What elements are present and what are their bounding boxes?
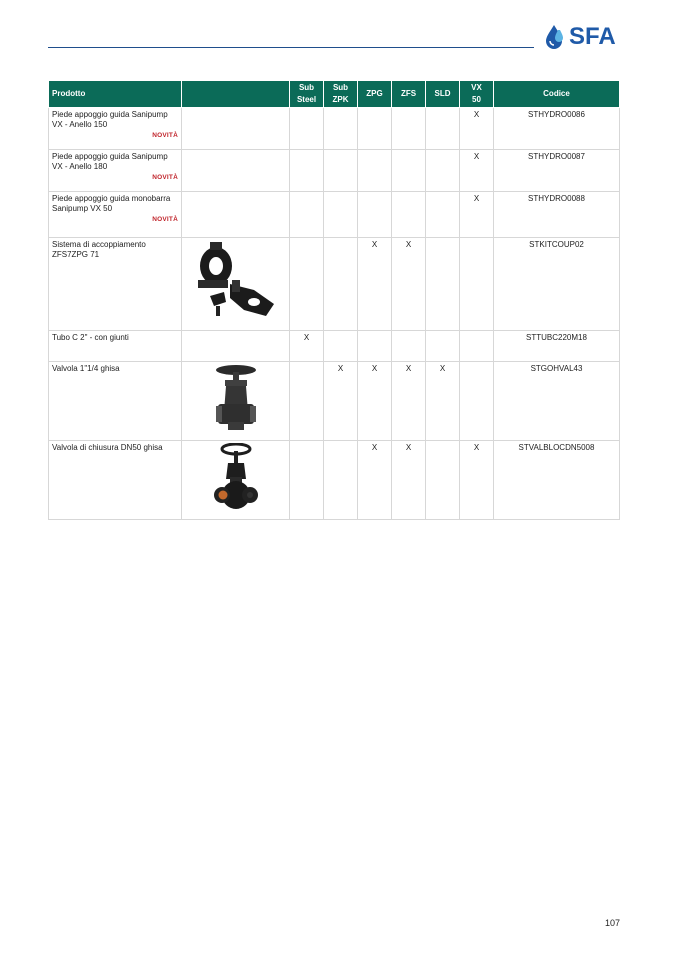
mark-sub-zpk	[324, 331, 358, 362]
product-image-cell	[182, 331, 290, 362]
table-row	[49, 150, 620, 192]
novita-badge: NOVITÀ	[152, 174, 178, 181]
mark-zfs	[392, 150, 426, 192]
mark-zpg	[358, 150, 392, 192]
mark-vx50: X	[460, 150, 494, 192]
header-rule	[48, 47, 534, 48]
product-name-cell: Sistema di accoppiamento ZFS7ZPG 71	[49, 238, 182, 331]
product-name-cell: Piede appoggio guida Sanipump VX - Anello 180 NOVITÀ	[49, 150, 182, 192]
mark-sld	[426, 331, 460, 362]
product-image-cell	[182, 108, 290, 150]
product-name-cell: Piede appoggio guida monobarra Sanipump VX 50 NOVITÀ	[49, 192, 182, 238]
mark-sub-zpk: X	[324, 362, 358, 441]
header-sld: SLD	[426, 81, 460, 108]
mark-sub-steel: X	[290, 331, 324, 362]
table-row	[49, 362, 620, 441]
mark-zpg: X	[358, 441, 392, 520]
table-row	[49, 331, 620, 362]
mark-sub-steel	[290, 150, 324, 192]
mark-zfs: X	[392, 441, 426, 520]
product-name-cell: Valvola 1"1/4 ghisa	[49, 362, 182, 441]
mark-vx50	[460, 238, 494, 331]
header-zfs: ZFS	[392, 81, 426, 108]
product-table	[48, 80, 620, 520]
coupling-system-image	[194, 240, 278, 320]
table-row	[49, 108, 620, 150]
product-code: STGOHVAL43	[494, 362, 620, 441]
product-image-cell	[182, 441, 290, 520]
novita-badge: NOVITÀ	[152, 216, 178, 223]
drop-logo-icon	[545, 24, 567, 50]
mark-zfs: X	[392, 238, 426, 331]
mark-zpg	[358, 108, 392, 150]
mark-sub-steel	[290, 238, 324, 331]
mark-sub-steel	[290, 441, 324, 520]
mark-zfs	[392, 331, 426, 362]
header-codice: Codice	[494, 81, 620, 108]
mark-zpg	[358, 192, 392, 238]
product-code: STVALBLOCDN5008	[494, 441, 620, 520]
header-sub-zpk: Sub ZPK	[324, 81, 358, 108]
product-code: STHYDRO0086	[494, 108, 620, 150]
header-image	[182, 81, 290, 108]
table-row	[49, 441, 620, 520]
mark-vx50: X	[460, 108, 494, 150]
mark-zpg	[358, 331, 392, 362]
novita-badge: NOVITÀ	[152, 132, 178, 139]
mark-vx50	[460, 362, 494, 441]
mark-zfs	[392, 192, 426, 238]
mark-sub-zpk	[324, 238, 358, 331]
product-image-cell	[182, 192, 290, 238]
table-row	[49, 238, 620, 331]
mark-sub-steel	[290, 192, 324, 238]
flanged-valve-image	[214, 443, 258, 513]
mark-sld	[426, 441, 460, 520]
mark-sld	[426, 192, 460, 238]
product-name-cell: Tubo C 2" - con giunti	[49, 331, 182, 362]
mark-zfs: X	[392, 362, 426, 441]
mark-vx50: X	[460, 192, 494, 238]
product-name-cell: Valvola di chiusura DN50 ghisa	[49, 441, 182, 520]
mark-zfs	[392, 108, 426, 150]
product-code: STHYDRO0088	[494, 192, 620, 238]
product-image-cell	[182, 238, 290, 331]
mark-sld	[426, 108, 460, 150]
table-row	[49, 192, 620, 238]
product-code: STKITCOUP02	[494, 238, 620, 331]
table-header-row	[49, 81, 620, 108]
mark-sub-zpk	[324, 441, 358, 520]
brand-name: SFA	[569, 23, 616, 50]
brand-logo	[545, 24, 616, 50]
header-prodotto: Prodotto	[49, 81, 182, 108]
page-number: 107	[604, 918, 620, 928]
mark-sld: X	[426, 362, 460, 441]
mark-sld	[426, 150, 460, 192]
mark-zpg: X	[358, 238, 392, 331]
product-image-cell	[182, 362, 290, 441]
mark-sub-zpk	[324, 192, 358, 238]
mark-vx50	[460, 331, 494, 362]
product-image-cell	[182, 150, 290, 192]
header-sub-steel: Sub Steel	[290, 81, 324, 108]
mark-vx50: X	[460, 441, 494, 520]
mark-sld	[426, 238, 460, 331]
product-code: STHYDRO0087	[494, 150, 620, 192]
mark-sub-steel	[290, 362, 324, 441]
gate-valve-image	[214, 364, 258, 434]
mark-sub-steel	[290, 108, 324, 150]
header-vx50: VX 50	[460, 81, 494, 108]
mark-sub-zpk	[324, 108, 358, 150]
mark-sub-zpk	[324, 150, 358, 192]
product-name-cell: Piede appoggio guida Sanipump VX - Anello 150 NOVITÀ	[49, 108, 182, 150]
header-zpg: ZPG	[358, 81, 392, 108]
mark-zpg: X	[358, 362, 392, 441]
product-code: STTUBC220M18	[494, 331, 620, 362]
